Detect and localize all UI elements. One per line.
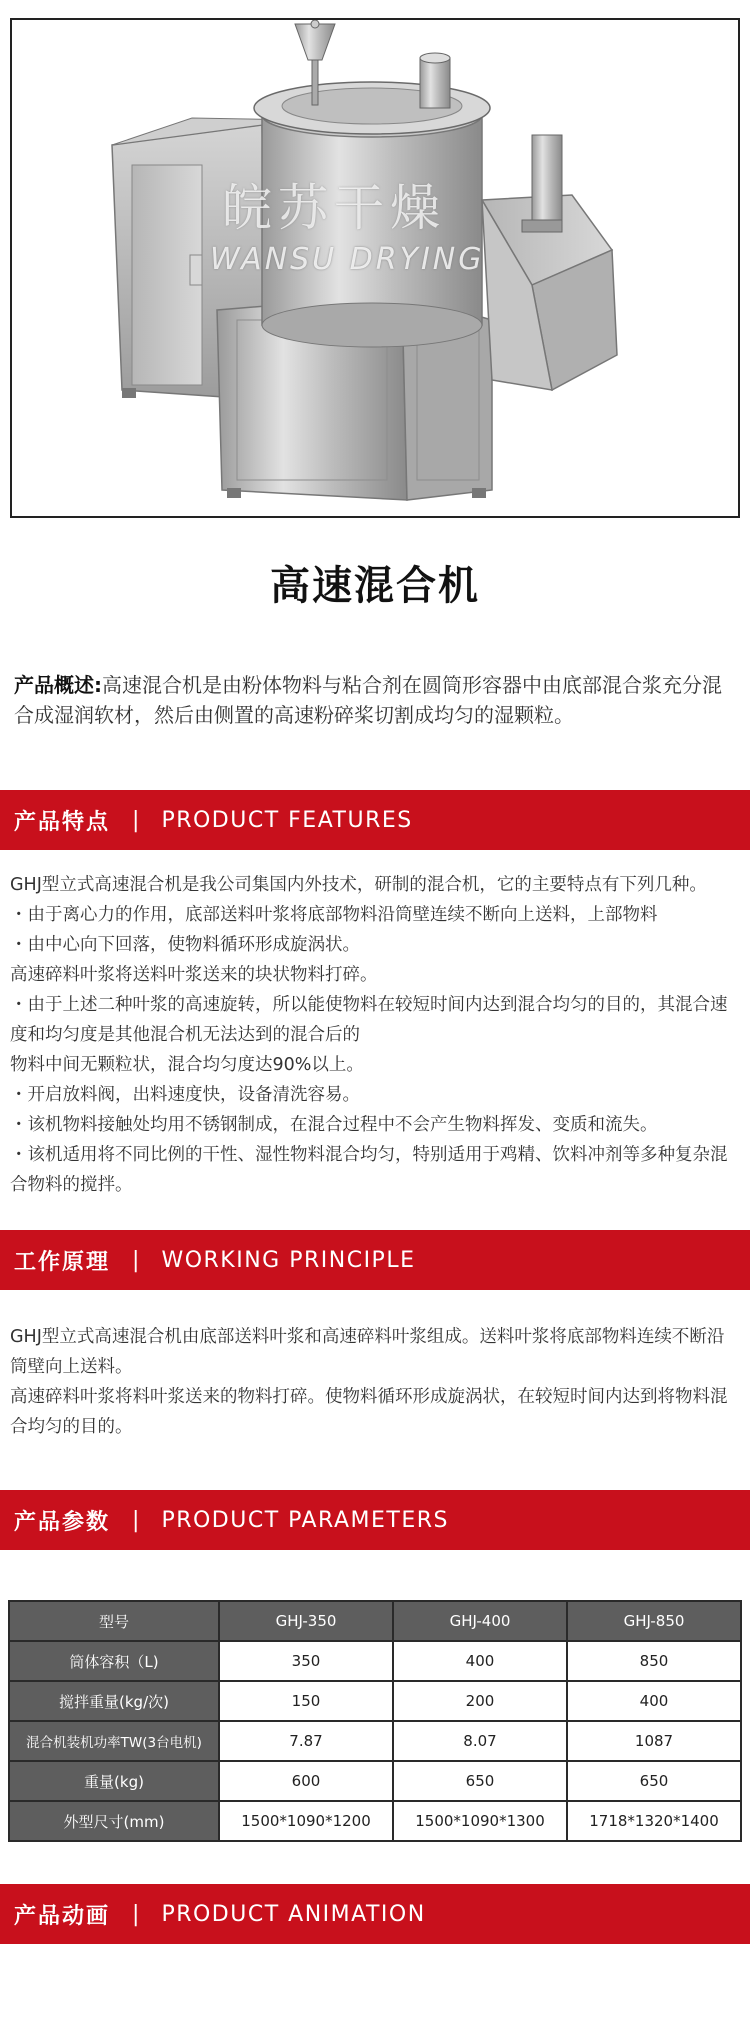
parameters-table bbox=[8, 1600, 742, 1842]
table-row-label: 重量(kg) bbox=[9, 1761, 219, 1801]
feature-line: GHJ型立式高速混合机是我公司集国内外技术，研制的混合机，它的主要特点有下列几种。 bbox=[10, 875, 707, 895]
feature-line: 高速碎料叶浆将送料叶浆送来的块状物料打碎。 bbox=[10, 965, 378, 985]
table-cell: 400 bbox=[393, 1641, 567, 1681]
table-cell: 1500*1090*1200 bbox=[219, 1801, 393, 1841]
table-row bbox=[9, 1761, 741, 1801]
table-cell: 600 bbox=[219, 1761, 393, 1801]
table-cell: 1087 bbox=[567, 1721, 741, 1761]
table-cell: 850 bbox=[567, 1641, 741, 1681]
product-page bbox=[0, 18, 750, 1988]
table-header-cell: GHJ-850 bbox=[567, 1601, 741, 1641]
table-cell: 400 bbox=[567, 1681, 741, 1721]
page-title: 高速混合机 bbox=[270, 563, 480, 609]
section-title-en: PRODUCT PARAMETERS bbox=[161, 1507, 449, 1533]
section-header-principle bbox=[0, 1230, 750, 1290]
product-image bbox=[10, 18, 740, 518]
section-title-en: PRODUCT FEATURES bbox=[161, 807, 413, 833]
section-title-cn: 产品特点 bbox=[14, 809, 111, 835]
overview-label: 产品概述: bbox=[14, 673, 102, 697]
table-cell: 650 bbox=[393, 1761, 567, 1801]
section-header-parameters bbox=[0, 1490, 750, 1550]
section-header-features bbox=[0, 790, 750, 850]
principle-line: 高速碎料叶浆将料叶浆送来的物料打碎。使物料循环形成旋涡状，在较短时间内达到将物料混合均匀的目的。 bbox=[10, 1387, 728, 1437]
section-separator: | bbox=[132, 1901, 140, 1927]
feature-line: ・开启放料阀，出料速度快，设备清洗容易。 bbox=[10, 1085, 360, 1105]
section-title-cn: 产品参数 bbox=[14, 1509, 111, 1535]
table-row-label: 混合机装机功率TW(3台电机) bbox=[9, 1721, 219, 1761]
feature-line: ・该机物料接触处均用不锈钢制成，在混合过程中不会产生物料挥发、变质和流失。 bbox=[10, 1115, 658, 1135]
table-header-cell: GHJ-350 bbox=[219, 1601, 393, 1641]
section-separator: | bbox=[132, 1507, 140, 1533]
watermark-en: WANSU DRYING bbox=[210, 242, 485, 277]
feature-line: ・由于离心力的作用，底部送料叶浆将底部物料沿筒壁连续不断向上送料，上部物料 bbox=[10, 905, 658, 925]
section-title-cn: 产品动画 bbox=[14, 1903, 111, 1929]
table-row bbox=[9, 1721, 741, 1761]
principle-body bbox=[0, 1322, 750, 1442]
table-cell: 8.07 bbox=[393, 1721, 567, 1761]
section-title-cn: 工作原理 bbox=[14, 1249, 111, 1275]
table-cell: 350 bbox=[219, 1641, 393, 1681]
feature-line: ・由中心向下回落，使物料循环形成旋涡状。 bbox=[10, 935, 360, 955]
table-cell: 150 bbox=[219, 1681, 393, 1721]
table-cell: 7.87 bbox=[219, 1721, 393, 1761]
table-cell: 200 bbox=[393, 1681, 567, 1721]
section-separator: | bbox=[132, 807, 140, 833]
section-title-en: WORKING PRINCIPLE bbox=[161, 1247, 416, 1273]
table-row-label: 外型尺寸(mm) bbox=[9, 1801, 219, 1841]
table-header-cell: GHJ-400 bbox=[393, 1601, 567, 1641]
table-cell: 1500*1090*1300 bbox=[393, 1801, 567, 1841]
table-cell: 1718*1320*1400 bbox=[567, 1801, 741, 1841]
feature-line: ・该机适用将不同比例的干性、湿性物料混合均匀，特别适用于鸡精、饮料冲剂等多种复杂混合物料的搅拌。 bbox=[10, 1145, 728, 1195]
overview-text: 高速混合机是由粉体物料与粘合剂在圆筒形容器中由底部混合浆充分混合成湿润软材，然后由侧置的高速粉碎桨切割成均匀的湿颗粒。 bbox=[14, 673, 722, 727]
table-row bbox=[9, 1801, 741, 1841]
product-overview bbox=[14, 670, 736, 730]
section-separator: | bbox=[132, 1247, 140, 1273]
table-row bbox=[9, 1641, 741, 1681]
section-title-en: PRODUCT ANIMATION bbox=[161, 1901, 426, 1927]
page-bottom-spacer bbox=[0, 1944, 750, 1988]
table-row bbox=[9, 1681, 741, 1721]
section-header-animation bbox=[0, 1884, 750, 1944]
features-body bbox=[0, 870, 750, 1200]
watermark-cn: 皖苏干燥 bbox=[222, 179, 446, 237]
table-header-cell: 型号 bbox=[9, 1601, 219, 1641]
principle-line: GHJ型立式高速混合机由底部送料叶浆和高速碎料叶浆组成。送料叶浆将底部物料连续不断沿筒壁向上送料。 bbox=[10, 1327, 725, 1377]
feature-line: ・由于上述二种叶浆的高速旋转，所以能使物料在较短时间内达到混合均匀的目的，其混合速度和均匀度是其他混合机无法达到的混合后的 bbox=[10, 995, 728, 1045]
table-header-row bbox=[9, 1601, 741, 1641]
table-cell: 650 bbox=[567, 1761, 741, 1801]
table-row-label: 筒体容积（L) bbox=[9, 1641, 219, 1681]
feature-line: 物料中间无颗粒状，混合均匀度达90%以上。 bbox=[10, 1055, 364, 1075]
table-row-label: 搅拌重量(kg/次) bbox=[9, 1681, 219, 1721]
